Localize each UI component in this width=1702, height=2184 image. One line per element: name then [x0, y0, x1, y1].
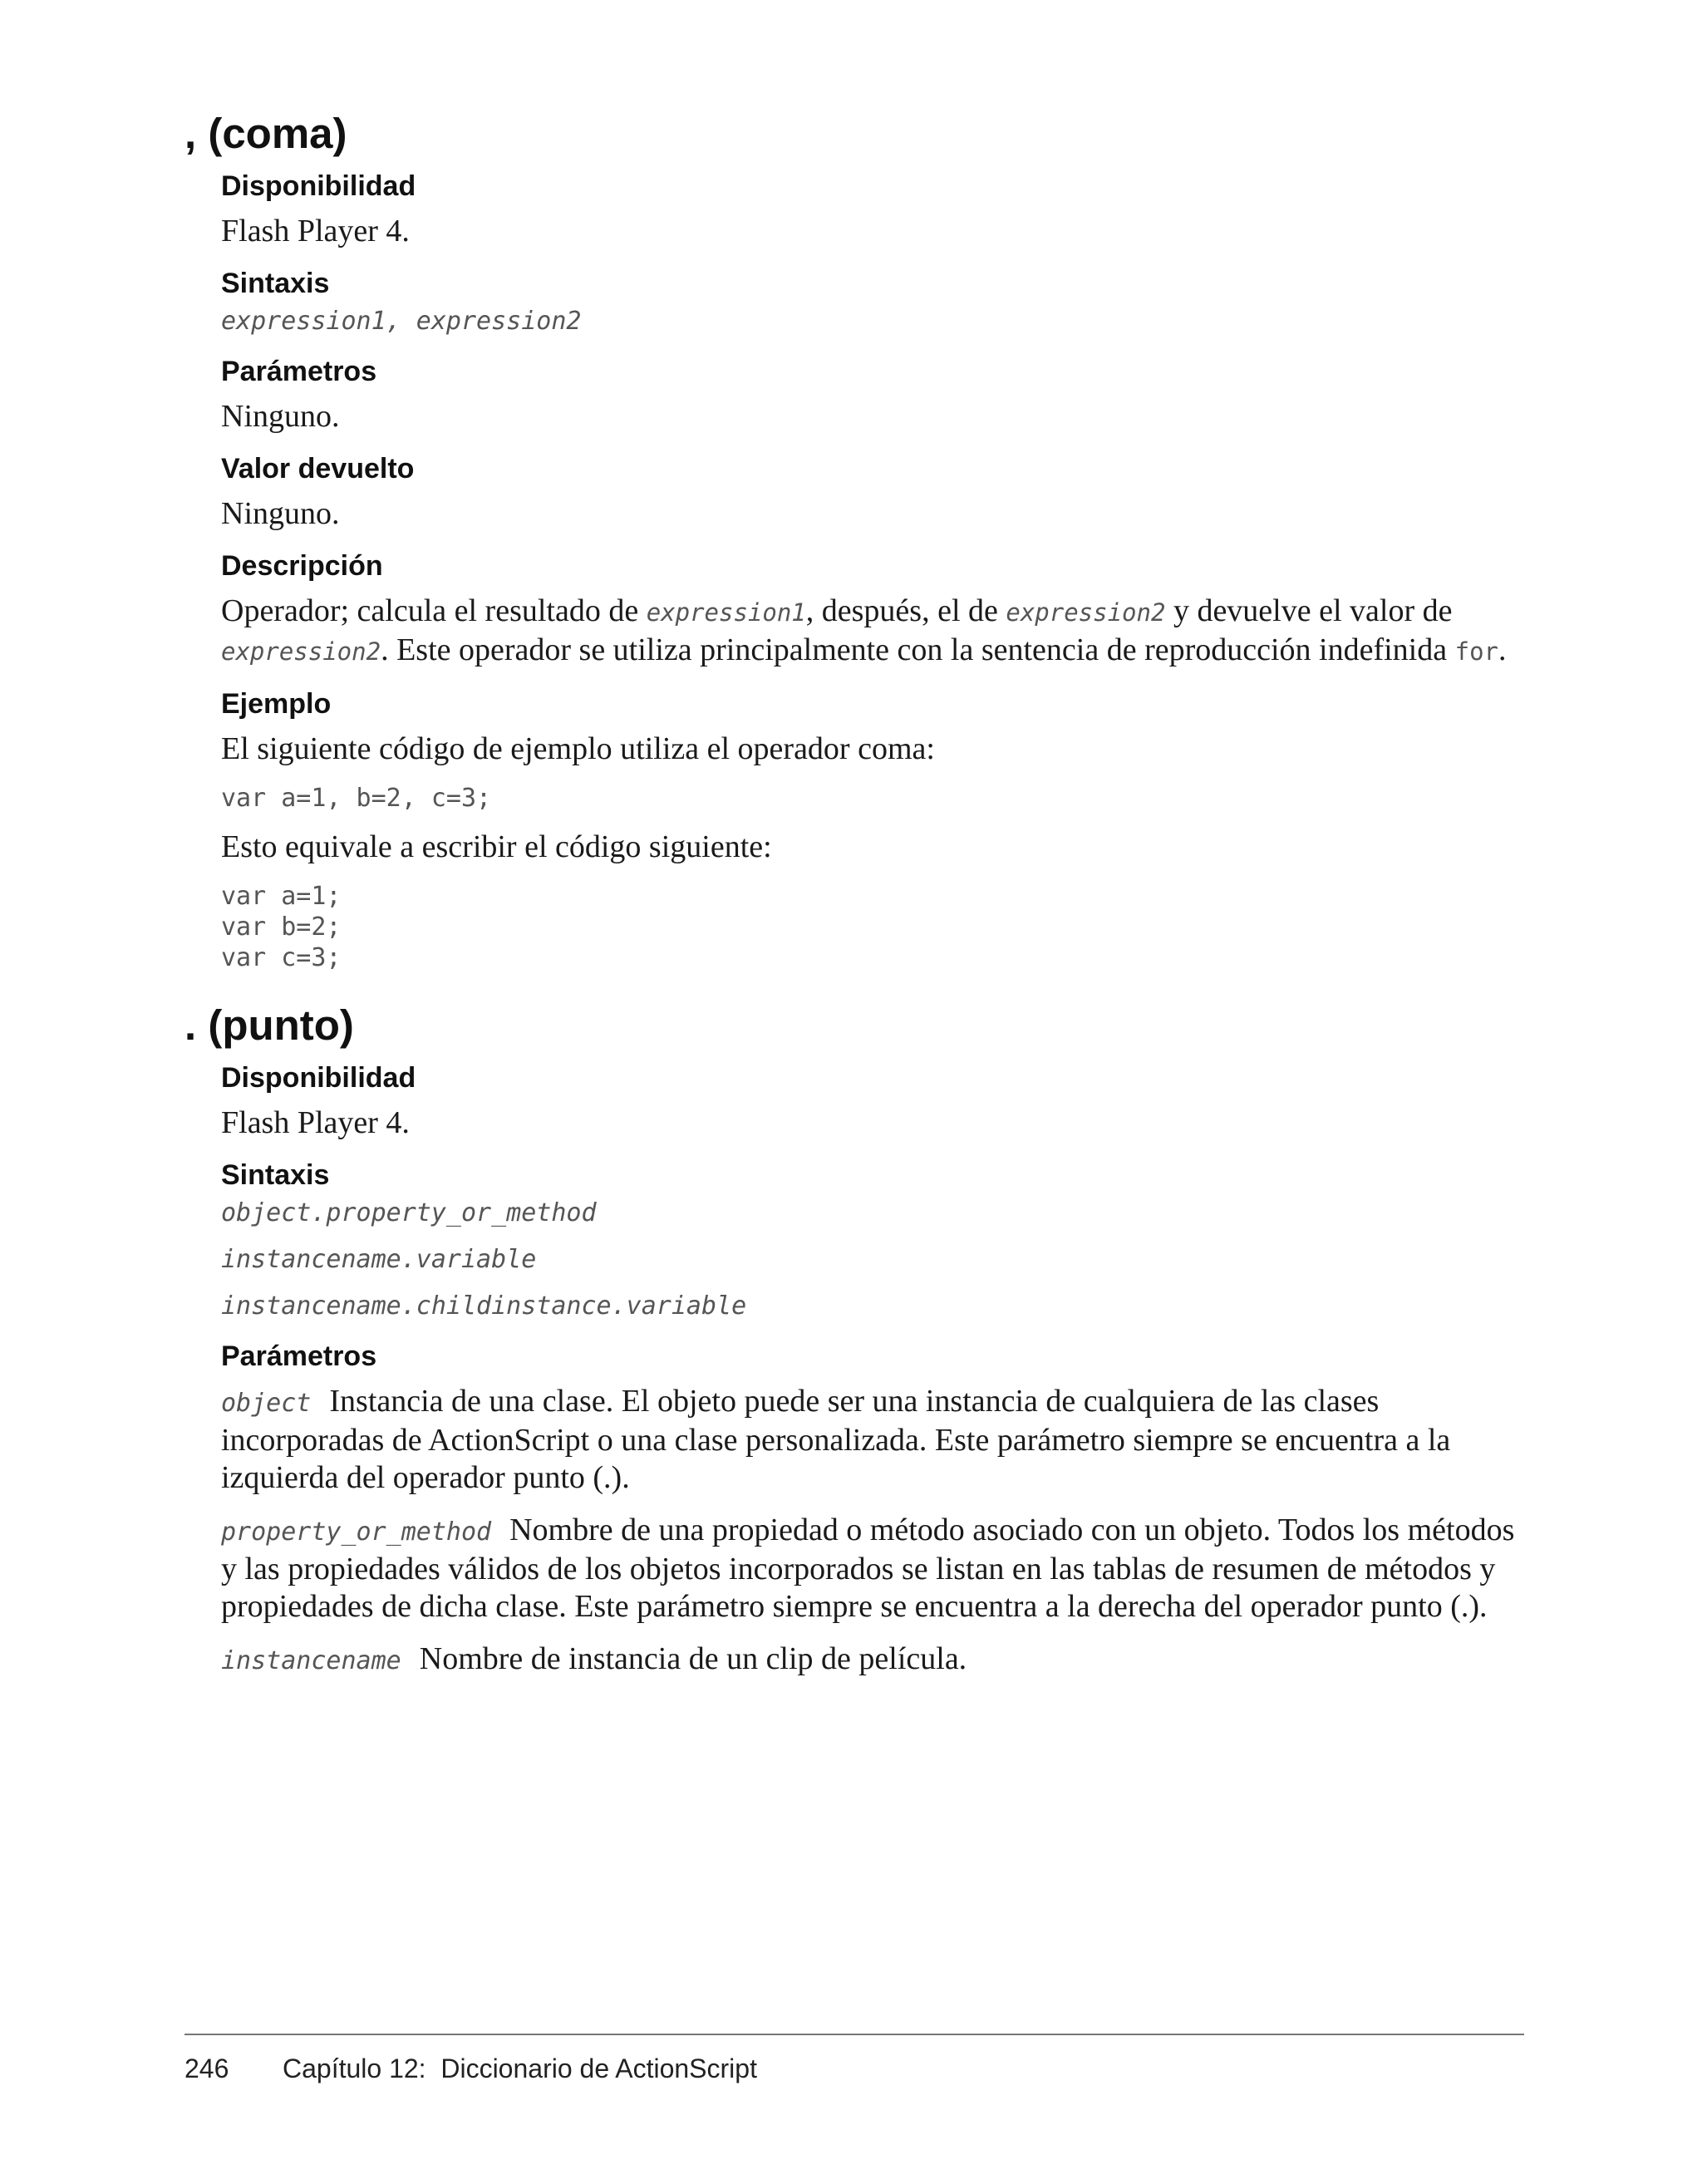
- parameter-item: [221, 1512, 1531, 1626]
- section-heading: Parámetros: [221, 1340, 377, 1372]
- parameter-description: Nombre de una propiedad o método asociado con un objeto. Todos los métodos y las propiedades válidos de los objetos incorporados se listan en las tablas de resumen de métodos y propiedades de dicha clase. Este parámetro siempre se encuentra a la derecha del operador punto (.).: [221, 1513, 1515, 1624]
- description-fragment: .: [1498, 632, 1507, 667]
- syntax-code: instancename.childinstance.variable: [221, 1291, 747, 1321]
- returns-section: [221, 450, 1531, 487]
- page-footer: [184, 2034, 1524, 2084]
- parameter-name: object: [221, 1389, 312, 1418]
- parameters-section: [221, 353, 1531, 390]
- page-number: 246: [184, 2054, 229, 2083]
- example-section: [221, 686, 1531, 722]
- code-line: var a=1;: [221, 882, 342, 911]
- inline-code: expression2: [1006, 598, 1166, 627]
- description-text: [221, 593, 1531, 671]
- inline-code: expression1: [646, 598, 806, 627]
- parameter-description: Nombre de instancia de un clip de película.: [419, 1641, 967, 1676]
- code-line: var b=2;: [221, 912, 342, 942]
- code-line: var c=3;: [221, 943, 342, 972]
- entry-title: , (coma): [184, 110, 347, 157]
- section-heading: Sintaxis: [221, 268, 330, 299]
- description-fragment: Operador; calcula el resultado de: [221, 593, 647, 628]
- availability-text: Flash Player 4.: [221, 1105, 410, 1140]
- example-intro: El siguiente código de ejemplo utiliza el operador coma:: [221, 731, 935, 766]
- description-fragment: . Este operador se utiliza principalmente con la sentencia de reproducción indefinida: [381, 632, 1455, 667]
- parameter-item: [221, 1640, 1531, 1680]
- parameter-description: Instancia de una clase. El objeto puede ser una instancia de cualquiera de las clases incorporadas de ActionScript o una clase personalizada. Este parámetro siempre se encuentra a la izquierda del operador punto (.).: [221, 1384, 1451, 1495]
- syntax-section: [221, 1157, 1531, 1193]
- chapter-title: Capítulo 12: Diccionario de ActionScript: [283, 2054, 757, 2083]
- example-code-block: [221, 881, 1531, 973]
- section-heading: Parámetros: [221, 356, 377, 387]
- entry-title: . (punto): [184, 1001, 354, 1049]
- parameters-section: [221, 1338, 1531, 1375]
- section-heading: Disponibilidad: [221, 1062, 416, 1094]
- example-equiv-text: Esto equivale a escribir el código siguiente:: [221, 829, 772, 864]
- syntax-code: object.property_or_method: [221, 1198, 597, 1227]
- syntax-code: instancename.variable: [221, 1245, 537, 1274]
- syntax-section: [221, 265, 1531, 302]
- inline-code: expression2: [221, 637, 381, 666]
- inline-code: for: [1454, 637, 1498, 666]
- section-heading: Sintaxis: [221, 1159, 330, 1191]
- description-section: [221, 548, 1531, 584]
- parameters-text: Ninguno.: [221, 399, 340, 434]
- entry-dot: [184, 1000, 1531, 1680]
- syntax-code: expression1, expression2: [221, 307, 582, 336]
- description-fragment: , después, el de: [805, 593, 1006, 628]
- availability-section: [221, 168, 1531, 204]
- section-heading: Valor devuelto: [221, 453, 415, 485]
- section-heading: Ejemplo: [221, 688, 332, 720]
- example-code: var a=1, b=2, c=3;: [221, 784, 492, 813]
- page-content: [184, 108, 1531, 1695]
- section-heading: Disponibilidad: [221, 170, 416, 202]
- parameter-name: property_or_method: [221, 1517, 492, 1547]
- availability-section: [221, 1060, 1531, 1096]
- availability-text: Flash Player 4.: [221, 214, 410, 248]
- entry-comma: [184, 108, 1531, 973]
- parameter-item: [221, 1383, 1531, 1497]
- returns-text: Ninguno.: [221, 496, 340, 531]
- section-heading: Descripción: [221, 550, 383, 582]
- description-fragment: y devuelve el valor de: [1165, 593, 1453, 628]
- parameter-name: instancename: [221, 1646, 401, 1675]
